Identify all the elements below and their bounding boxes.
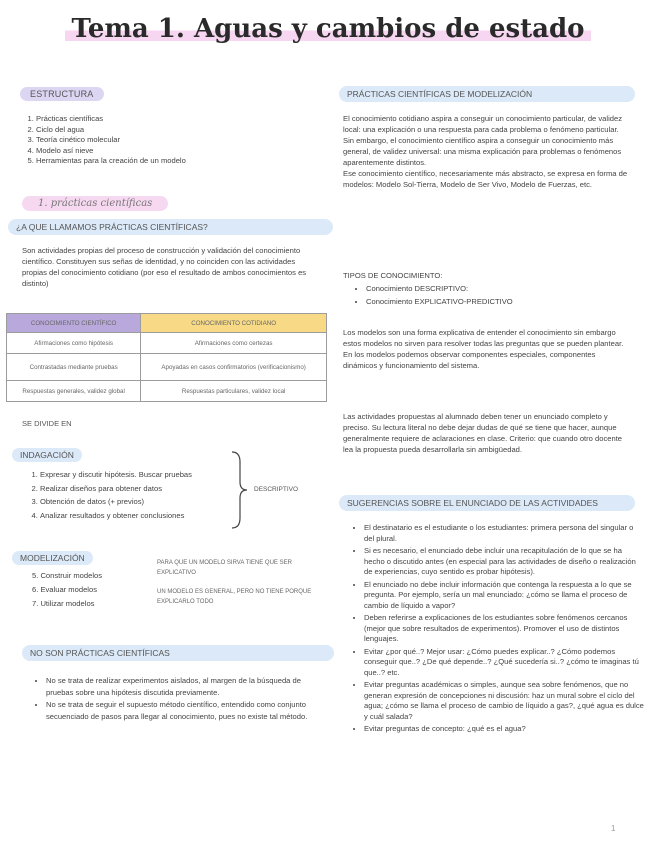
no-son-list bbox=[30, 675, 326, 722]
modelizacion-practicas-heading: PRÁCTICAS CIENTÍFICAS DE MODELIZACIÓN bbox=[339, 86, 635, 102]
modelizacion-practicas-body bbox=[343, 113, 628, 190]
modelos-paragraph: Los modelos son una forma explicativa de entender el conocimiento sin embargo estos modelos no sirven para resolver todas las preguntas que se pueden plantear. En los modelos podemos observar componentes especiales, componentes dinámicos y funcionamiento del sistema. bbox=[343, 328, 624, 370]
page-number: 1 bbox=[611, 824, 616, 833]
list-item: 5. Herramientas para la creación de un modelo bbox=[36, 156, 316, 167]
se-divide-label: SE DIVIDE EN bbox=[22, 419, 72, 428]
estructura-list bbox=[20, 114, 316, 167]
list-item: 2. Ciclo del agua bbox=[36, 125, 316, 136]
list-item: 6. Evaluar modelos bbox=[32, 585, 98, 594]
section-banner: 1. prácticas científicas bbox=[22, 193, 168, 211]
list-item: • El destinatario es el estudiante o los estudiantes: primera persona del singular o del plural. bbox=[364, 523, 644, 544]
table-row: Respuestas generales, validez global Respuestas particulares, validez local bbox=[7, 381, 327, 402]
table-row: Afirmaciones como hipótesis Afirmaciones como certezas bbox=[7, 333, 327, 354]
estructura-heading: ESTRUCTURA bbox=[20, 84, 104, 102]
table-header: CONOCIMIENTO CIENTÍFICO bbox=[7, 314, 141, 333]
tipos-list bbox=[350, 283, 636, 308]
que-llamamos-body: Son actividades propias del proceso de construcción y validación del conocimiento científico. Constituyen sus señas de identidad, y no coinciden con las actividades propias del conocimiento cotidiano (por eso el resultado de ambos conocimientos es distinto) bbox=[22, 246, 307, 288]
no-son-heading: NO SON PRÁCTICAS CIENTÍFICAS bbox=[22, 645, 334, 661]
list-item: • Evitar preguntas académicas o simples, aunque sea sobre fenómenos, que no generan expresión de concepciones ni discusión: haz un mural sobre el ciclo del agua; ¿cómo se llama el proceso de cambio de líquido a gas?, ¿qué agua es dulce y cuál salada? bbox=[364, 680, 644, 722]
descriptivo-label: DESCRIPTIVO bbox=[254, 486, 299, 493]
list-item: 4. Modelo así nieve bbox=[36, 146, 316, 157]
page-title: Tema 1. Aguas y cambios de estado bbox=[0, 14, 656, 44]
paragraph: Ese conocimiento científico, necesariamente más abstracto, se expresa en forma de modelos: Modelo Sol-Tierra, Modelo de Ser Vivo, Modelo de Fuerzas, etc. bbox=[343, 169, 628, 189]
sugerencias-heading: SUGERENCIAS SOBRE EL ENUNCIADO DE LAS ACTIVIDADES bbox=[339, 495, 635, 511]
list-item: 4. Analizar resultados y obtener conclusiones bbox=[40, 509, 255, 523]
list-item: 7. Utilizar modelos bbox=[32, 599, 95, 608]
list-item: • No se trata de realizar experimentos aislados, al margen de la búsqueda de pruebas sobre una hipótesis discutida previamente. bbox=[46, 675, 326, 698]
paragraph: Sin embargo, el conocimiento científico aspira a conseguir un conocimiento más general, de validez universal: una misma explicación para problemas o fenómenos aparentemente distintos. bbox=[343, 136, 622, 167]
table-row: Contrastadas mediante pruebas Apoyadas en casos confirmatorios (verificacionismo) bbox=[7, 354, 327, 381]
list-item: 3. Obtención de datos (+ previos) bbox=[40, 495, 255, 509]
actividades-paragraph: Las actividades propuestas al alumnado deben tener un enunciado completo y preciso. Su lectura literal no debe dejar dudas de qué se tiene que hacer, aunque generalmente requiere de aclaraciones en clase. Criterio: que cuando otro docente lea la propuesta pueda desarrollarla sin ambigüedad. bbox=[343, 412, 623, 454]
list-item: • El enunciado no debe incluir información que contenga la respuesta a lo que se pregunta. Por ejemplo, sería un mal enunciado: ¿cómo se llama el proceso de cambio de líquido a vapor? bbox=[364, 580, 644, 612]
list-item: 2. Realizar diseños para obtener datos bbox=[40, 482, 255, 496]
list-item: • Evitar preguntas de concepto: ¿qué es el agua? bbox=[364, 724, 644, 735]
list-item: 5. Construir modelos bbox=[32, 571, 103, 580]
list-item: • Conocimiento EXPLICATIVO-PREDICTIVO bbox=[366, 296, 636, 309]
paragraph: El conocimiento cotidiano aspira a conseguir un conocimiento particular, de validez local: una explicación o una respuesta para cada problema o fenómeno particular. bbox=[343, 114, 623, 134]
tipos-heading: TIPOS DE CONOCIMIENTO: bbox=[343, 271, 443, 280]
modelizacion-note: PARA QUE UN MODELO SIRVA TIENE QUE SER EXPLICATIVO bbox=[157, 560, 292, 576]
list-item: • Deben referirse a explicaciones de los estudiantes sobre fenómenos cercanos (mejor que sobre resultados de experimentos). Promover el uso de distintos lenguajes. bbox=[364, 613, 644, 645]
comparison-table bbox=[6, 313, 327, 402]
list-item: 1. Expresar y discutir hipótesis. Buscar pruebas bbox=[40, 468, 255, 482]
modelizacion-note: UN MODELO ES GENERAL, PERO NO TIENE PORQUE EXPLICARLO TODO bbox=[157, 589, 312, 605]
modelizacion-list bbox=[32, 569, 152, 611]
indagacion-list bbox=[24, 468, 255, 522]
list-item: • Conocimiento DESCRIPTIVO: bbox=[366, 283, 636, 296]
list-item: • Si es necesario, el enunciado debe incluir una recapitulación de lo que se ha hecho o discutido antes (en especial para las actividades de diseño o realización de experiencias, cuyo sentido es probar hipótesis). bbox=[364, 546, 644, 578]
list-item: • Evitar ¿por qué..? Mejor usar: ¿Cómo puedes explicar..? ¿Cómo podemos conseguir que..? ¿De qué depende..? ¿Qué sucedería si..? ¿cómo te imaginas tú que..? etc. bbox=[364, 647, 644, 679]
list-item: • No se trata de seguir el supuesto método científico, entendido como conjunto secuenciado de pasos para llegar al conocimiento, pues no existe tal método. bbox=[46, 699, 326, 722]
sugerencias-list bbox=[348, 523, 644, 735]
table-header: CONOCIMIENTO COTIDIANO bbox=[141, 314, 327, 333]
curly-brace-icon bbox=[230, 450, 250, 530]
list-item: 3. Teoría cinético molecular bbox=[36, 135, 316, 146]
modelizacion-heading: MODELIZACIÓN bbox=[12, 548, 93, 566]
indagacion-heading: INDAGACIÓN bbox=[12, 445, 82, 463]
list-item: 1. Prácticas científicas bbox=[36, 114, 316, 125]
que-llamamos-heading: ¿A QUE LLAMAMOS PRÁCTICAS CIENTÍFICAS? bbox=[8, 219, 333, 235]
